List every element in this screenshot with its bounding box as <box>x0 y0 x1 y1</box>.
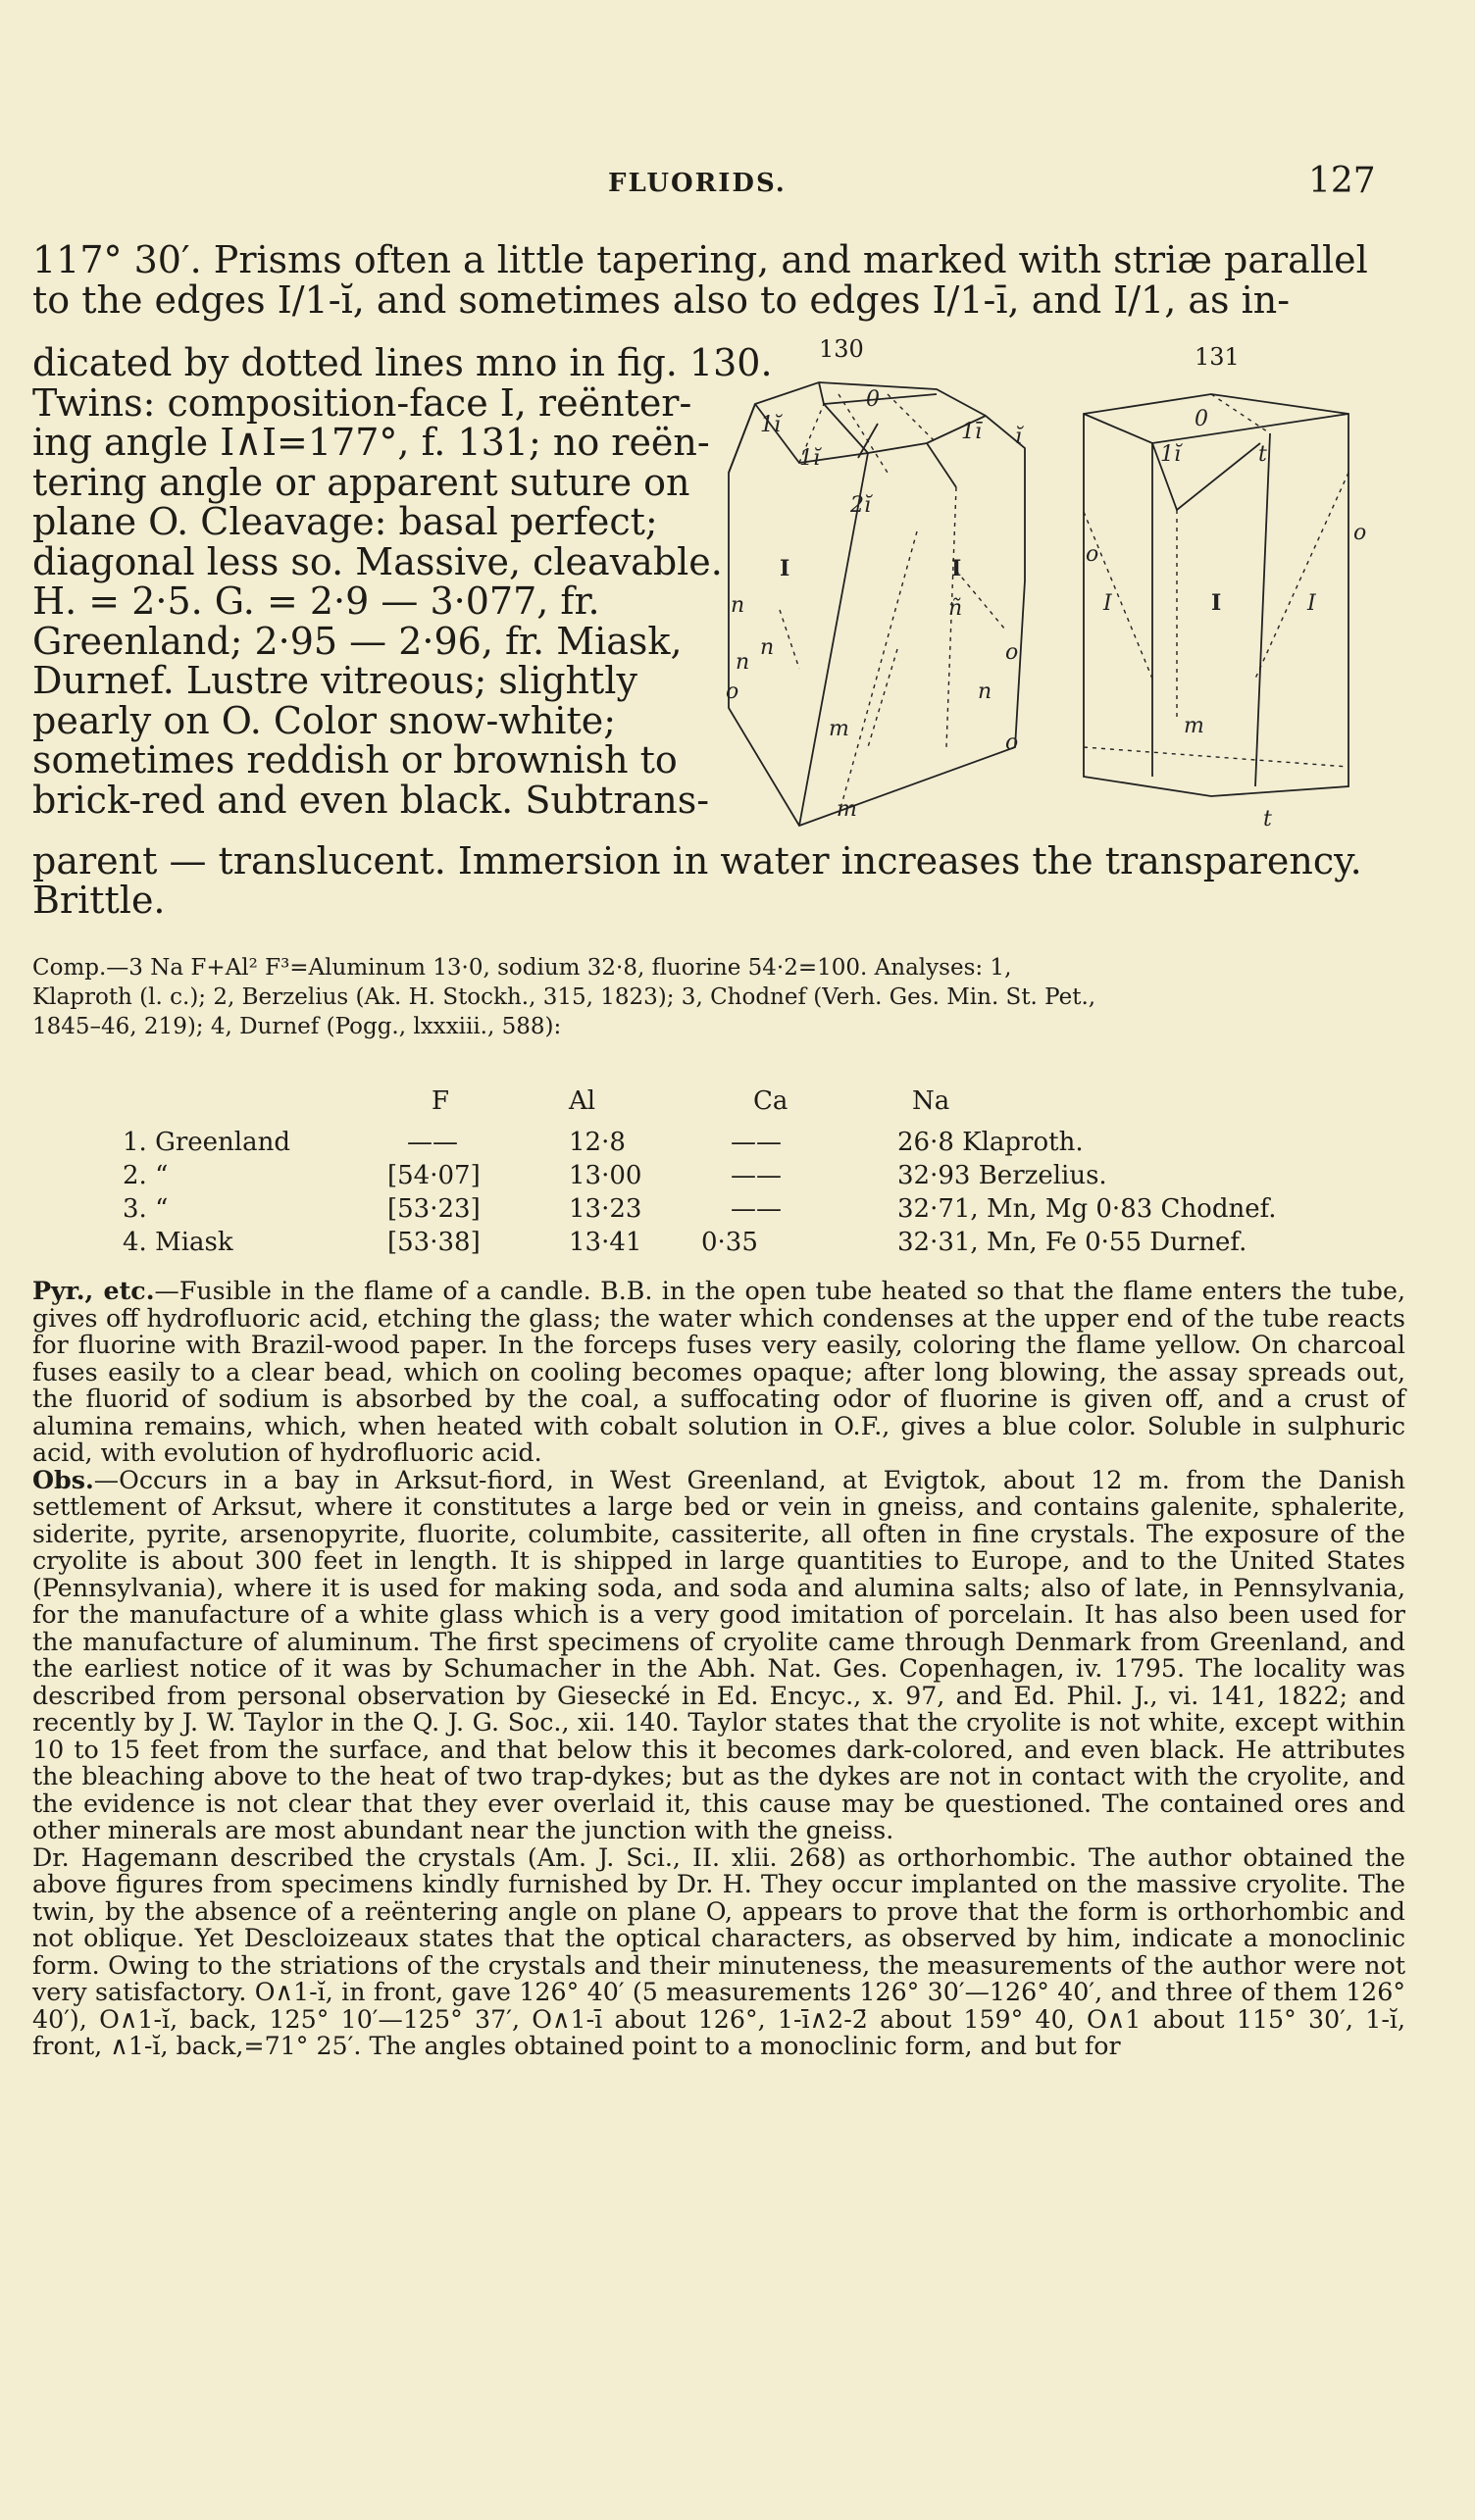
narrow-line: H. = 2·5. G. = 2·9 — 3·077, fr. <box>32 580 600 623</box>
fig131-label: t <box>1263 807 1272 832</box>
table-cell: 12·8 <box>569 1128 626 1157</box>
lead-line-1: 117° 30′. Prisms often a little tapering, and marked with striæ parallel <box>32 238 1368 281</box>
figure-130-crystal-drawing <box>729 382 1025 826</box>
narrow-line: Twins: composition-face I, reënter- <box>32 380 692 425</box>
table-header: Ca <box>753 1086 788 1116</box>
fig131-label: o <box>1353 521 1367 545</box>
fig131-label: 1ĭ <box>1160 442 1182 467</box>
pyr-heading: Pyr., etc. <box>32 1276 155 1305</box>
fig131-label: I <box>1103 591 1112 616</box>
table-cell: —— <box>731 1128 782 1157</box>
narrow-line: tering angle or apparent suture on <box>32 460 690 504</box>
narrow-line: Durnef. Lustre vitreous; slightly <box>32 659 637 702</box>
narrow-line: sometimes reddish or brownish to <box>32 738 678 781</box>
fig130-label: I <box>951 556 962 581</box>
table-cell: 32·71, Mn, Mg 0·83 Chodnef. <box>897 1194 1277 1224</box>
description-tail <box>32 841 1386 920</box>
fig131-label: m <box>1184 714 1204 738</box>
lead-line-2: to the edges I/1-ĭ, and sometimes also to edges I/1-ī, and I/1, as in- <box>32 278 1291 322</box>
table-cell: 32·93 Berzelius. <box>897 1161 1107 1190</box>
crystal-figures-drawing <box>721 335 1378 835</box>
composition-paragraph <box>32 953 1386 1041</box>
body-paragraphs <box>32 1278 1405 2060</box>
table-row-label: 1. Greenland <box>123 1128 290 1157</box>
fig131-label: o <box>1086 542 1099 567</box>
table-cell: 13·23 <box>569 1194 642 1224</box>
fig130-label: 1ĭ <box>760 413 782 437</box>
table-cell: —— <box>731 1194 782 1224</box>
hagemann-paragraph: Dr. Hagemann described the crystals (Am. J. Sci., II. xlii. 268) as orthorhombic. The author obtained the above figures from specimens kindly furnished by Dr. H. They occur implanted on the massive cryolite. The twin, by the absence of a reëntering angle on plane O, appears to prove that the form is orthorhombic and not oblique. Yet Descloizeaux states that the optical characters, as observed by him, indicate a monoclinic form. Owing to the striations of the crystals and their minuteness, the measurements of the author were not very satisfactory. O∧1-ĭ, in front, gave 126° 40′ (5 measurements 126° 30′—126° 40′, and three of them 126° 40′), O∧1-ĭ, back, 125° 10′—125° 37′, O∧1-ī about 126°, 1-ī∧2-2̄ about 159° 40, O∧1 about 115° 30′, 1-ĭ, front, ∧1-ĭ, back,=71° 25′. The angles obtained point to a monoclinic form, and but for <box>32 1842 1405 2060</box>
pyrognostics-paragraph <box>32 1278 1405 1467</box>
fig130-label: o <box>1005 640 1019 665</box>
table-cell: —— <box>731 1161 782 1190</box>
running-head: FLUORIDS. <box>608 169 787 198</box>
comp-line-1: Comp.—3 Na F+Al² F³=Aluminum 13·0, sodium 32·8, fluorine 54·2=100. Analyses: 1, <box>32 955 1012 981</box>
fig130-label: 1ĭ <box>799 446 821 471</box>
fig130-label: 2ĭ <box>850 493 872 518</box>
table-cell: 13·00 <box>569 1161 642 1190</box>
fig131-label: 0 <box>1195 407 1208 431</box>
fig130-label: 0 <box>866 387 880 412</box>
table-cell: [53·23] <box>387 1194 481 1224</box>
figure-130-number: 130 <box>819 335 864 363</box>
fig131-label: I <box>1307 591 1316 616</box>
table-cell: 32·31, Mn, Fe 0·55 Durnef. <box>897 1228 1247 1257</box>
fig131-label: t <box>1258 442 1267 467</box>
pyr-body: —Fusible in the flame of a candle. B.B. in the open tube heated so that the flame enters the tube, gives off hydrofluoric acid, etching the glass; the water which condenses at the upper end of the tube reacts for fluorine with Brazil-wood paper. In the forceps fuses very easily, coloring the flame yellow. On charcoal fuses easily to a clear bead, which on cooling becomes opaque; after long blowing, the assay spreads out, the fluorid of sodium is absorbed by the coal, a suffocating odor of fluorine is given off, and a crust of alumina remains, which, when heated with cobalt solution in O.F., gives a blue color. Soluble in sulphuric acid, with evolution of hydrofluoric acid. <box>32 1277 1405 1467</box>
fig130-label: n <box>731 593 745 618</box>
figure-131-number: 131 <box>1195 343 1240 371</box>
narrow-line: ing angle I∧I=177°, f. 131; no reën- <box>32 421 710 464</box>
table-header: Al <box>569 1086 596 1116</box>
fig130-label: ñ <box>948 596 963 621</box>
table-row-label: 2. “ <box>123 1161 169 1190</box>
narrow-line: brick-red and even black. Subtrans- <box>32 778 710 822</box>
fig130-label: n <box>736 650 750 675</box>
fig131-label: I <box>1211 590 1222 616</box>
table-header: Na <box>912 1086 950 1116</box>
page-number: 127 <box>1308 161 1376 201</box>
obs-heading: Obs. <box>32 1464 94 1494</box>
table-header: F <box>432 1086 450 1116</box>
observations-paragraph <box>32 1464 1405 1844</box>
table-cell: 26·8 Klaproth. <box>897 1128 1084 1157</box>
table-cell: [54·07] <box>387 1161 481 1190</box>
figure-131-dotted-lines <box>1084 394 1348 767</box>
table-cell: [53·38] <box>387 1228 481 1257</box>
tail-line-2: Brittle. <box>32 879 166 922</box>
fig130-label: m <box>829 717 849 741</box>
fig130-label: n <box>760 635 775 660</box>
narrow-line: diagonal less so. Massive, cleavable. <box>32 539 723 583</box>
table-cell: —— <box>407 1128 458 1157</box>
fig130-label: n <box>978 680 992 704</box>
description-lead <box>32 240 1376 321</box>
comp-line-3: 1845–46, 219); 4, Durnef (Pogg., lxxxiii., 588): <box>32 1014 562 1039</box>
fig130-label: ĭ <box>1015 425 1023 449</box>
table-cell: 0·35 <box>701 1228 758 1257</box>
fig130-label: I <box>780 556 790 581</box>
table-row-label: 4. Miask <box>123 1228 233 1257</box>
fig130-label: 1ī <box>961 420 983 444</box>
narrow-line: Greenland; 2·95 — 2·96, fr. Miask, <box>32 619 683 663</box>
narrow-line: pearly on O. Color snow-white; <box>32 698 617 742</box>
tail-line-1: parent — translucent. Immersion in water increases the transparency. <box>32 839 1362 882</box>
fig130-label: o <box>1005 731 1019 755</box>
fig130-label: m <box>837 797 857 822</box>
obs-body: —Occurs in a bay in Arksut-fiord, in West Greenland, at Evigtok, about 12 m. from the Danish settlement of Arksut, where it constitutes a large bed or vein in gneiss, and contains galenite, sphalerite, siderite, pyrite, arsenopyrite, fluorite, columbite, cassiterite, all often in fine crystals. The exposure of the cryolite is about 300 feet in length. It is shipped in large quantities to Europe, and to the United States (Pennsylvania), where it is used for making soda, and soda and alumina salts; also of late, in Pennsylvania, for the manufacture of a white glass which is a very good imitation of porcelain. It has also been used for the manufacture of aluminum. The first specimens of cryolite came through Denmark from Greenland, and the earliest notice of it was by Schumacher in the Abh. Nat. Ges. Copenhagen, iv. 1795. The locality was described from personal observation by Giesecké in Ed. Encyc., x. 97, and Ed. Phil. J., vi. 141, 1822; and recently by J. W. Taylor in the Q. J. G. Soc., xii. 140. Taylor states that the cryolite is not white, except within 10 to 15 feet from the surface, and that below this it becomes dark-colored, and even black. He attributes the bleaching above to the heat of two trap-dykes; but as the dykes are not in contact with the cryolite, and the evidence is not clear that they ever overlaid it, this cause may be questioned. The contained ores and other minerals are most abundant near the junction with the gneiss. <box>32 1465 1405 1844</box>
table-cell: 13·41 <box>569 1228 642 1257</box>
table-row-label: 3. “ <box>123 1194 169 1224</box>
crystal-figures <box>721 335 1378 835</box>
fig130-label: o <box>726 680 739 704</box>
comp-line-2: Klaproth (l. c.); 2, Berzelius (Ak. H. Stockh., 315, 1823); 3, Chodnef (Verh. Ges. Min. St. Pet., <box>32 984 1096 1010</box>
narrow-line: dicated by dotted lines mno in fig. 130. <box>32 341 773 384</box>
narrow-line: plane O. Cleavage: basal perfect; <box>32 500 658 543</box>
